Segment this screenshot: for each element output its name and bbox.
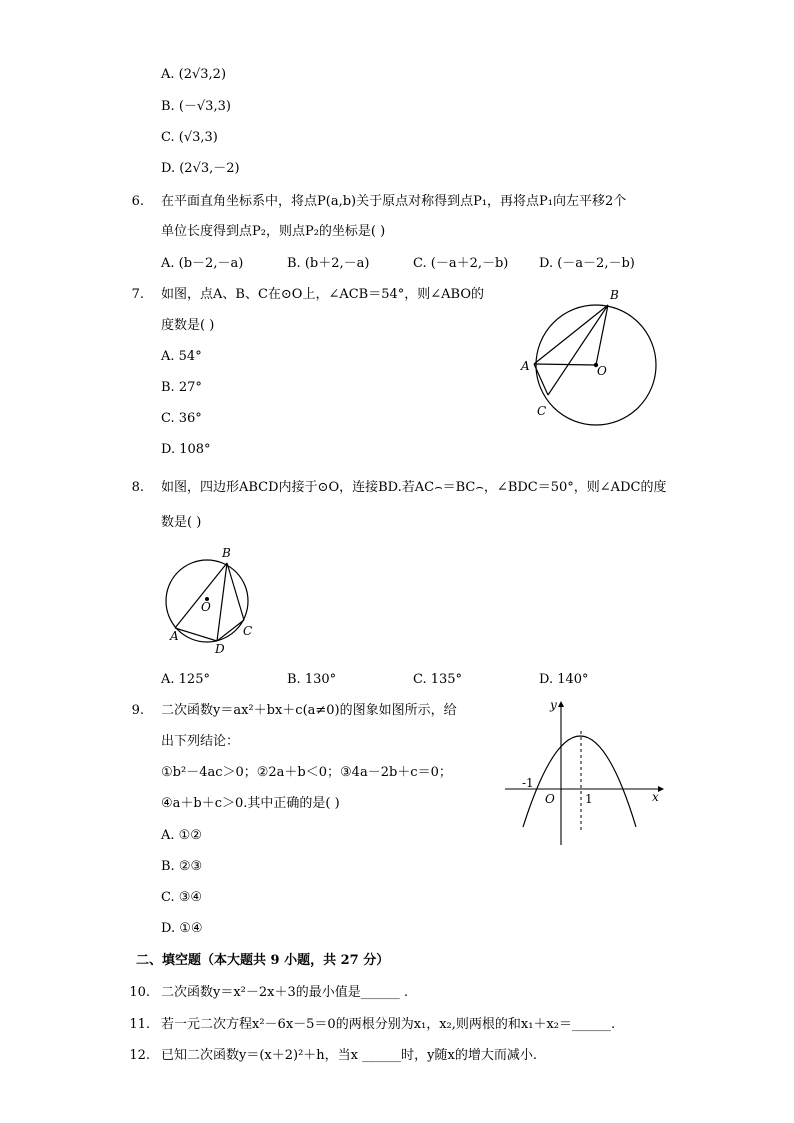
q7-option-c: C. 36°	[161, 411, 202, 426]
q7-label-o: O	[597, 364, 607, 378]
q8-segment-ad	[175, 628, 217, 641]
q5-option-c: C. (√3,3)	[161, 130, 218, 145]
q9-label-y: y	[550, 698, 557, 712]
q8-label-c: C	[243, 624, 253, 638]
q9-number: 9.	[131, 703, 144, 718]
q9-y-axis-arrow	[558, 701, 564, 707]
q9-parabola-figure	[500, 695, 670, 850]
q7-label-b: B	[610, 288, 619, 302]
q6-text-line2: 单位长度得到点P₂，则点P₂的坐标是( )	[161, 224, 386, 239]
q8-label-b: B	[222, 546, 231, 560]
q8-option-c: C. 135°	[413, 672, 463, 687]
q7-segment-ab	[534, 305, 608, 364]
q9-parabola-curve	[523, 736, 636, 827]
q7-text-line2: 度数是( )	[161, 318, 215, 333]
q8-text-line1: 如图，四边形ABCD内接于⊙O，连接BD.若AC⌢＝BC⌢，∠BDC＝50°，则∠ADC的度	[161, 480, 667, 495]
q5-option-d: D. (2√3,－2)	[161, 161, 240, 176]
q8-segment-ab	[175, 563, 227, 628]
q5-option-a: A. (2√3,2)	[161, 67, 227, 82]
q7-number: 7.	[131, 287, 144, 302]
q6-option-d: D. (－a－2,－b)	[539, 256, 635, 271]
q6-option-b: B. (b＋2,－a)	[287, 256, 370, 271]
q8-segment-bd	[217, 563, 227, 641]
q8-text-line2: 数是( )	[161, 515, 202, 530]
q9-x-axis-arrow	[658, 786, 664, 792]
q9-text-line3: ①b²－4ac＞0；②2a＋b＜0；③4a－2b＋c＝0；	[161, 765, 452, 780]
q9-option-d: D. ①④	[161, 921, 203, 936]
q9-option-a: A. ①②	[161, 828, 202, 843]
q9-text-line1: 二次函数y＝ax²＋bx＋c(a≠0)的图象如图所示，给	[161, 703, 457, 718]
q9-text-line2: 出下列结论：	[161, 734, 240, 749]
q12-number: 12.	[129, 1048, 150, 1063]
q9-label-neg1: -1	[522, 776, 534, 790]
q9-label-1: 1	[585, 792, 593, 806]
q7-text-line1: 如图，点A、B、C在⊙O上，∠ACB＝54°，则∠ABO的	[161, 287, 484, 302]
q9-label-o: O	[545, 792, 555, 806]
q8-label-a: A	[170, 629, 179, 643]
q6-option-a: A. (b－2,－a)	[161, 256, 244, 271]
q12-text: 已知二次函数y＝(x＋2)²＋h，当x ______时，y随x的增大而减小.	[161, 1048, 537, 1063]
q8-number: 8.	[131, 480, 144, 495]
q9-option-c: C. ③④	[161, 890, 203, 905]
q7-option-b: B. 27°	[161, 380, 202, 395]
q6-text-line1: 在平面直角坐标系中，将点P(a,b)关于原点对称得到点P₁，再将点P₁向左平移2个	[161, 194, 627, 209]
q10-text: 二次函数y＝x²－2x＋3的最小值是______ .	[161, 985, 409, 1000]
q11-number: 11.	[129, 1017, 150, 1032]
q9-option-b: B. ②③	[161, 859, 203, 874]
section-2-title: 二、填空题（本大题共 9 小题，共 27 分）	[136, 953, 390, 968]
q8-label-o: O	[201, 600, 211, 614]
q11-text: 若一元二次方程x²－6x－5＝0的两根分别为x₁，x₂,则两根的和x₁＋x₂＝______.	[161, 1017, 616, 1032]
q7-label-c: C	[537, 404, 547, 418]
q8-label-d: D	[215, 642, 225, 656]
q9-text-line4: ④a＋b＋c＞0.其中正确的是( )	[161, 796, 340, 811]
q8-segment-dc	[217, 620, 244, 641]
q6-option-c: C. (－a＋2,－b)	[413, 256, 509, 271]
q6-number: 6.	[131, 194, 144, 209]
q8-option-d: D. 140°	[539, 672, 589, 687]
q7-option-a: A. 54°	[161, 349, 202, 364]
q8-option-b: B. 130°	[287, 672, 337, 687]
q7-segment-ao	[534, 364, 596, 365]
q7-circle-figure	[512, 285, 672, 430]
q10-number: 10.	[129, 985, 150, 1000]
q8-option-a: A. 125°	[161, 672, 210, 687]
q9-label-x: x	[652, 790, 659, 804]
q5-option-b: B. (－√3,3)	[161, 99, 231, 114]
q8-circle-figure	[160, 543, 270, 658]
q7-label-a: A	[521, 359, 530, 373]
q7-option-d: D. 108°	[161, 442, 211, 457]
